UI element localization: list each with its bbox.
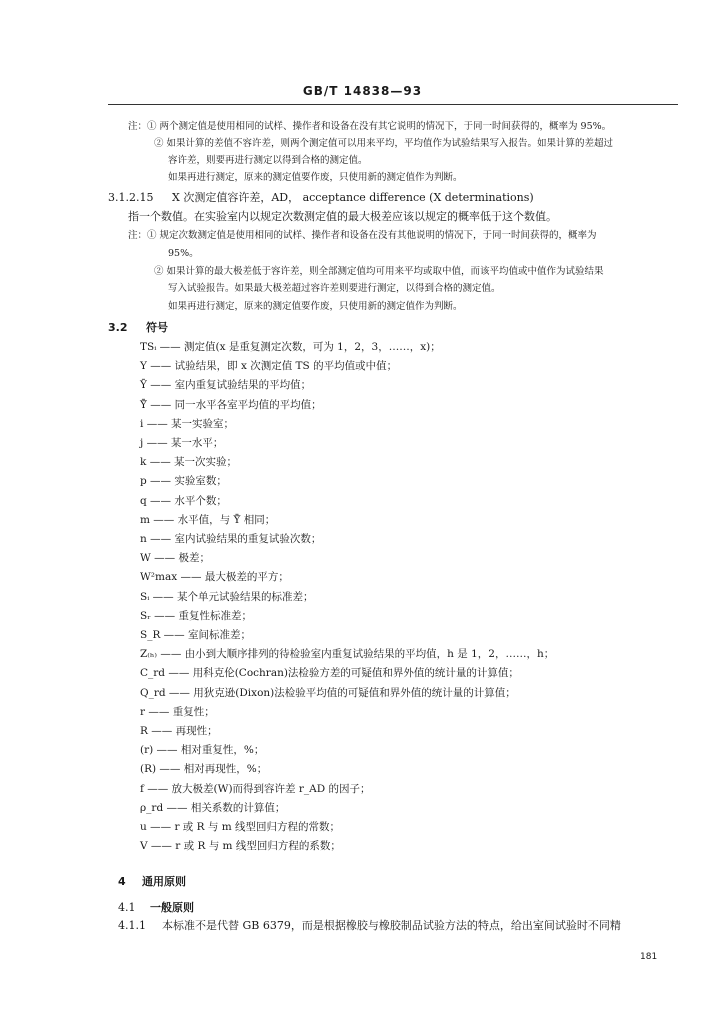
symbol-definition: R —— 再现性；	[140, 725, 218, 737]
symbol-definition: V —— r 或 R 与 m 线型回归方程的系数；	[140, 840, 341, 853]
symbol-definition: Y —— 试验结果，即 x 次测定值 TS 的平均值或中值；	[140, 360, 398, 373]
section-4-1-1-number: 4.1.1	[118, 919, 146, 932]
section-4-1-1-text: 本标准不是代替 GB 6379，而是根据橡胶与橡胶制品试验方法的特点，给出室间试验时不同精	[162, 919, 621, 932]
note2-line-2: 95%。	[168, 248, 199, 259]
note2-line-1: 注：① 规定次数测定值是使用相同的试样、操作者和设备在没有其他说明的情况下，于同一时间获得的，概率为	[128, 230, 597, 241]
section-3-2-number: 3.2	[108, 321, 128, 334]
symbol-definition: r —— 重复性；	[140, 705, 215, 718]
section-4-title: 通用原则	[142, 875, 186, 888]
symbol-definition: q —— 水平个数；	[140, 494, 227, 507]
note2-line-5: 如果再进行测定，原来的测定值要作废，只使用新的测定值作为判断。	[168, 301, 463, 312]
symbol-definition: Sᵢ —— 某个单元试验结果的标准差；	[140, 590, 314, 603]
symbol-definition: W —— 极差；	[140, 552, 210, 565]
symbol-definition: Q_rd —— 用狄克逊(Dixon)法检验平均值的可疑值和界外值的统计量的计算值；	[140, 686, 516, 699]
symbol-definition: Ȳ̄ —— 同一水平各室平均值的平均值；	[140, 398, 322, 411]
section-3-1-2-15-title: X 次测定值容许差，AD， acceptance difference (X determinations)	[172, 191, 534, 204]
note2-line-4: 写入试验报告。如果最大极差超过容许差则要进行测定，以得到合格的测定值。	[168, 283, 501, 294]
symbol-definition: TSᵢ —— 测定值(x 是重复测定次数，可为 1，2，3，……，x)；	[140, 341, 441, 353]
note1-line-2: ② 如果计算的差值不容许差，则两个测定值可以用来平均，平均值作为试验结果写入报告。如果计算的差超过	[154, 138, 614, 149]
page-header: GB/T 14838—93	[302, 84, 423, 98]
symbol-definition: W²max —— 最大极差的平方；	[140, 571, 289, 584]
section-3-1-2-15-definition: 指一个数值。在实验室内以规定次数测定值的最大极差应该以规定的概率低于这个数值。	[128, 210, 557, 223]
symbol-definition: Sᵣ —— 重复性标准差；	[140, 609, 253, 622]
section-4-1-number: 4.1	[118, 901, 136, 914]
symbol-definition: m —— 水平值，与 Ȳ̄ 相同；	[140, 513, 276, 526]
symbol-definition: j —— 某一水平；	[140, 437, 224, 449]
page-number: 181	[640, 952, 658, 962]
symbol-definition: (R) —— 相对再现性，%；	[140, 763, 268, 776]
symbol-definition: f —— 放大极差(W)而得到容许差 r_AD 的因子；	[140, 782, 371, 795]
symbol-definition: Ȳ —— 室内重复试验结果的平均值；	[140, 379, 312, 392]
section-4-number: 4	[118, 875, 126, 888]
symbol-definition: i —— 某一实验室；	[140, 417, 235, 430]
symbol-definition: Z₍ₕ₎ —— 由小到大顺序排列的待检验室内重复试验结果的平均值，h 是 1，2，……，h；	[140, 648, 555, 661]
section-4-1-title: 一般原则	[150, 901, 194, 914]
header-rule	[108, 104, 678, 105]
symbol-definition: u —— r 或 R 与 m 线型回归方程的常数；	[140, 821, 341, 833]
note1-line-1: 注：① 两个测定值是使用相同的试样、操作者和设备在没有其它说明的情况下，于同一时间获得的，概率为 95%。	[128, 121, 612, 132]
note2-line-3: ② 如果计算的最大极差低于容许差，则全部测定值均可用来平均或取中值，而该平均值或中值作为试验结果	[154, 266, 604, 277]
note1-line-4: 如果再进行测定，原来的测定值要作废，只使用新的测定值作为判断。	[168, 172, 463, 183]
section-3-2-title: 符号	[146, 321, 168, 334]
symbol-definition: n —— 室内试验结果的重复试验次数；	[140, 533, 322, 545]
symbol-definition: k —— 某一次实验；	[140, 456, 238, 469]
symbol-definition: (r) —— 相对重复性，%；	[140, 744, 265, 757]
symbol-definition: ρ_rd —— 相关系数的计算值；	[140, 801, 286, 814]
note1-line-3: 容许差，则要再进行测定以得到合格的测定值。	[168, 155, 368, 166]
symbol-definition: S_R —— 室间标准差；	[140, 629, 252, 641]
symbol-definition: p —— 实验室数；	[140, 475, 227, 488]
symbol-definition: C_rd —— 用科克伦(Cochran)法检验方差的可疑值和界外值的统计量的计算值；	[140, 667, 519, 680]
section-3-1-2-15-number: 3.1.2.15	[108, 191, 154, 204]
